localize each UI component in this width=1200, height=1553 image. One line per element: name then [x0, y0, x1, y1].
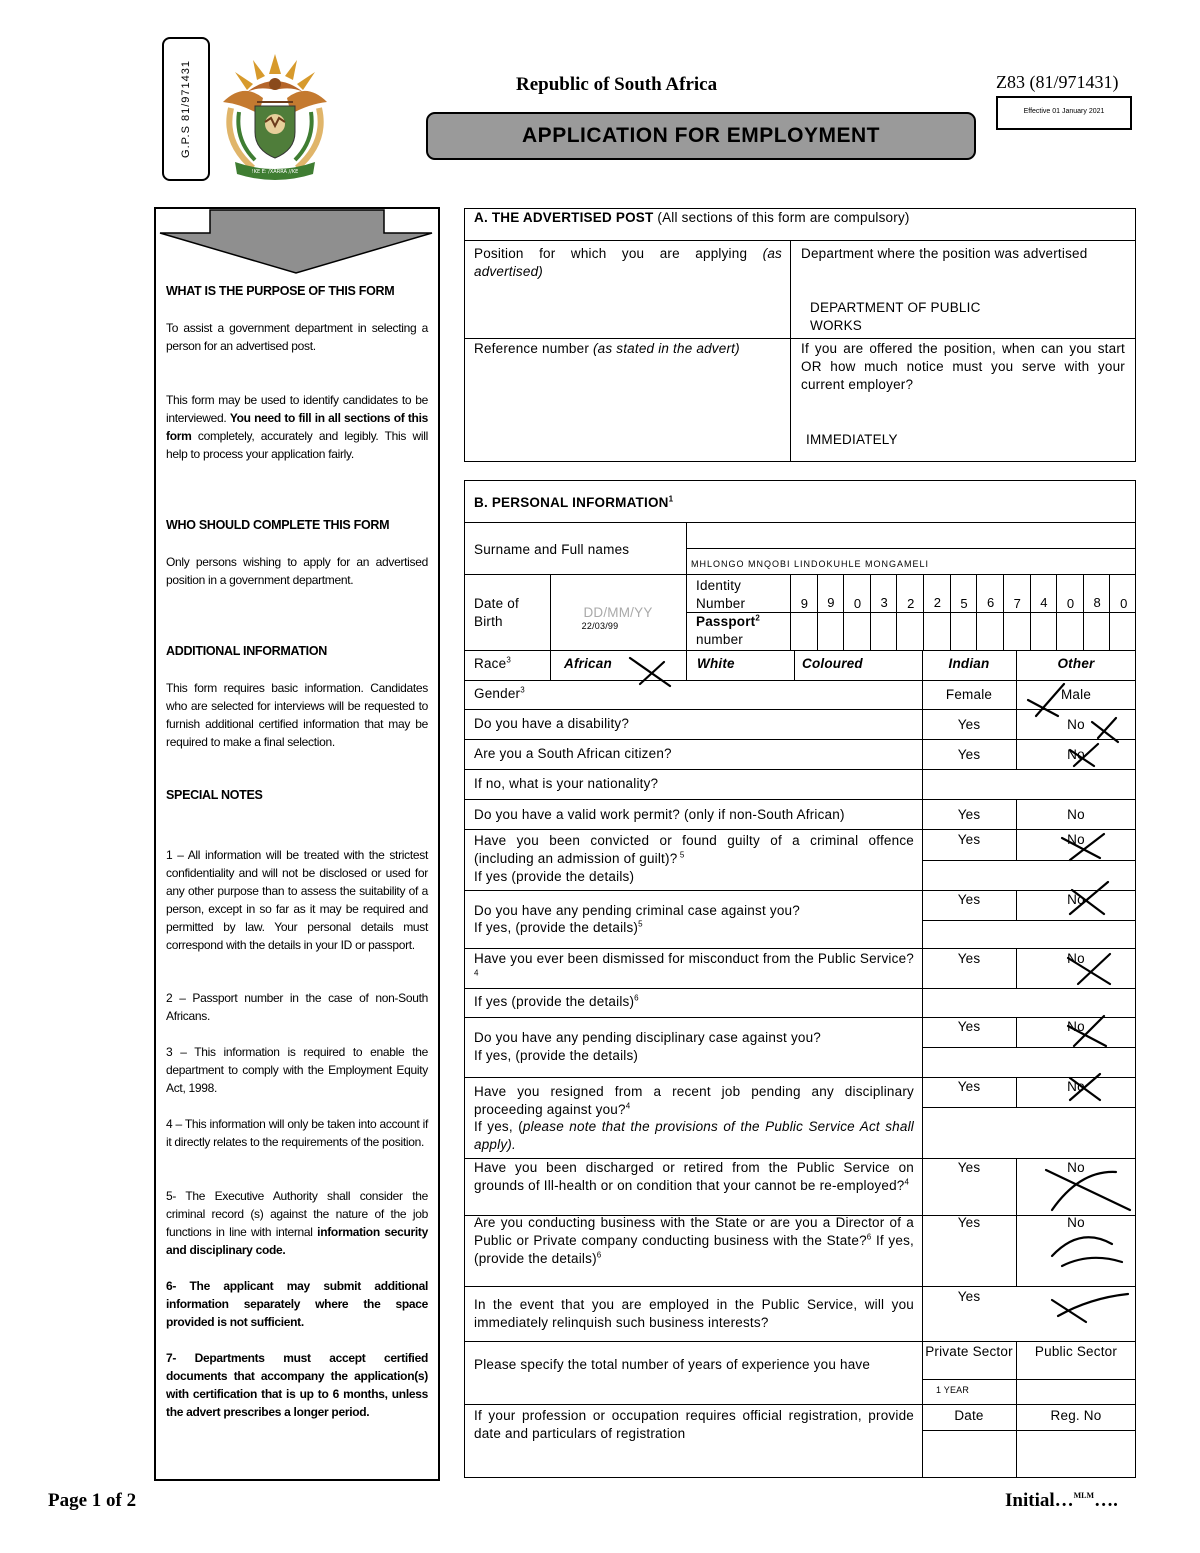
- question-business: Are you conducting business with the State or are you a Director of a Public or Private company conducting business with the State?$^6$ If yes, (provide the details)$^6$: [474, 1215, 914, 1266]
- convicted-details-label: If yes (provide the details): [474, 869, 635, 884]
- disciplinary-no[interactable]: No: [1067, 1019, 1085, 1034]
- dismissed-details-label: If yes (provide the details)$^6$: [474, 993, 639, 1009]
- initial-value: MLM: [1073, 1491, 1095, 1500]
- note-2: 2 – Passport number in the case of non-South Africans.: [166, 991, 428, 1023]
- dob-label: Date of Birth: [474, 596, 519, 629]
- surname-label: Surname and Full names: [474, 542, 630, 557]
- note-3: 3 – This information is required to enable the department to comply with the Employment Equity Act, 1998.: [166, 1045, 428, 1095]
- private-sector-label: Private Sector: [925, 1344, 1013, 1359]
- dismissed-no[interactable]: No: [1067, 951, 1085, 966]
- surname-value[interactable]: MHLONGO MNQOBI LINDOKUHLE MONGAMELI: [691, 559, 930, 569]
- question-relinquish: In the event that you are employed in the Public Service, will you immediately relinquish such business interests?: [474, 1297, 914, 1330]
- question-convicted: Have you been convicted or found guilty of a criminal offence (including an admission of guilt)? $^5$: [474, 833, 914, 866]
- question-discharged: Have you been discharged or retired from the Public Service on grounds of Ill-health or on condition that your cannot be re-employed?$^4$: [474, 1160, 914, 1193]
- id-digit[interactable]: 2: [907, 596, 915, 611]
- id-digit[interactable]: 8: [1093, 595, 1101, 610]
- relinquish-yes[interactable]: Yes: [957, 1289, 981, 1304]
- race-indian[interactable]: Indian: [948, 656, 990, 671]
- department-value[interactable]: DEPARTMENT OF PUBLIC WORKS: [810, 300, 981, 333]
- effective-date: Effective 01 January 2021: [1023, 108, 1105, 115]
- id-digit[interactable]: 0: [1120, 596, 1128, 611]
- question-resigned: Have you resigned from a recent job pending any disciplinary proceeding against you?$^4$: [474, 1084, 914, 1117]
- initial-field: Initial…$^{MLM}$….: [1005, 1490, 1118, 1511]
- note-4: 4 – This information will only be taken into account if it directly relates to the requirements of the position.: [166, 1117, 428, 1149]
- pending-criminal-details-label: If yes, (provide the details)$^5$: [474, 919, 643, 935]
- race-label: Race$^3$: [474, 655, 511, 671]
- resigned-details-label: If yes, (please note that the provisions of the Public Service Act shall apply).: [474, 1119, 914, 1152]
- registration-no-label: Reg. No: [1050, 1408, 1102, 1423]
- republic-heading: Republic of South Africa: [516, 74, 718, 95]
- disciplinary-yes[interactable]: Yes: [957, 1019, 981, 1034]
- id-digit[interactable]: 3: [880, 595, 888, 610]
- convicted-no[interactable]: No: [1067, 832, 1085, 847]
- citizen-yes[interactable]: Yes: [957, 747, 981, 762]
- resigned-yes[interactable]: Yes: [957, 1079, 981, 1094]
- business-no[interactable]: No: [1067, 1215, 1085, 1230]
- position-label: Position for which you are applying (as advertised): [474, 246, 782, 279]
- note-1: 1 – All information will be treated with the strictest confidentiality and will not be disclosed or used for any other purpose than to assess the suitability of a person, except in so far as it may be required and permitted by law. Your personal details must correspond with the details in your ID or passport.: [166, 848, 428, 952]
- purpose-text-2: This form may be used to identify candidates to be interviewed. You need to fill in all sections of this form completely, accurately and legibly. This will help to process your application fairly.: [166, 393, 428, 461]
- permit-yes[interactable]: Yes: [957, 807, 981, 822]
- discharged-yes[interactable]: Yes: [957, 1160, 981, 1175]
- permit-no[interactable]: No: [1067, 807, 1085, 822]
- pending-criminal-yes[interactable]: Yes: [957, 892, 981, 907]
- id-digit[interactable]: 9: [800, 596, 808, 611]
- id-digit[interactable]: 2: [933, 595, 941, 610]
- question-disability: Do you have a disability?: [474, 716, 630, 731]
- note-6: 6- The applicant may submit additional information separately where the space provided is not sufficient.: [166, 1279, 428, 1329]
- id-digit[interactable]: 4: [1040, 595, 1048, 610]
- question-permit: Do you have a valid work permit? (only if non-South African): [474, 807, 845, 822]
- gender-female[interactable]: Female: [945, 687, 993, 702]
- passport-label-2: number: [696, 632, 743, 647]
- question-experience: Please specify the total number of years of experience you have: [474, 1357, 871, 1372]
- discharged-no[interactable]: No: [1067, 1160, 1085, 1175]
- race-other[interactable]: Other: [1057, 656, 1095, 671]
- private-sector-years[interactable]: 1 YEAR: [936, 1385, 970, 1395]
- purpose-text: To assist a government department in selecting a person for an advertised post.: [166, 321, 428, 353]
- who-heading: WHO SHOULD COMPLETE THIS FORM: [166, 518, 390, 532]
- who-text: Only persons wishing to apply for an advertised position in a government department.: [166, 555, 428, 587]
- disciplinary-details-label: If yes, (provide the details): [474, 1048, 639, 1063]
- dob-value[interactable]: 22/03/99: [581, 621, 619, 631]
- id-digit[interactable]: 0: [853, 596, 862, 611]
- race-coloured[interactable]: Coloured: [802, 656, 863, 671]
- emblem-motto: !KE E: /XARRA //KE: [251, 169, 299, 175]
- question-citizen: Are you a South African citizen?: [474, 746, 672, 761]
- start-value[interactable]: IMMEDIATELY: [806, 432, 898, 447]
- resigned-no[interactable]: No: [1067, 1079, 1085, 1094]
- question-registration: If your profession or occupation requires official registration, provide date and particulars of registration: [474, 1408, 914, 1441]
- convicted-yes[interactable]: Yes: [957, 832, 981, 847]
- dismissed-yes[interactable]: Yes: [957, 951, 981, 966]
- question-dismissed: Have you ever been dismissed for misconduct from the Public Service?$^4$: [474, 951, 914, 978]
- purpose-heading: WHAT IS THE PURPOSE OF THIS FORM: [166, 284, 395, 298]
- gps-code: G.P.S 81/971431: [180, 60, 192, 158]
- id-digit[interactable]: 5: [960, 596, 968, 611]
- start-label: If you are offered the position, when can you start OR how much notice must you serve with your current employer?: [801, 341, 1125, 392]
- additional-text: This form requires basic information. Candidates who are selected for interviews will be requested to furnish additional certified information that may be required to make a final selection.: [166, 681, 428, 749]
- question-nationality: If no, what is your nationality?: [474, 776, 659, 791]
- pending-criminal-no[interactable]: No: [1067, 892, 1085, 907]
- gender-male[interactable]: Male: [1060, 687, 1092, 702]
- citizen-no[interactable]: No: [1067, 747, 1085, 762]
- id-digit[interactable]: 6: [986, 595, 995, 610]
- disability-no[interactable]: No: [1067, 717, 1085, 732]
- gender-label: Gender$^3$: [474, 685, 525, 701]
- public-sector-label: Public Sector: [1034, 1344, 1118, 1359]
- additional-heading: ADDITIONAL INFORMATION: [166, 644, 327, 658]
- id-digit[interactable]: 9: [827, 595, 835, 610]
- race-african[interactable]: African: [564, 656, 612, 671]
- question-pending-criminal: Do you have any pending criminal case against you?: [474, 903, 800, 918]
- id-label: Identity Number: [696, 578, 746, 611]
- reference-label: Reference number (as stated in the advert): [474, 341, 740, 356]
- business-yes[interactable]: Yes: [957, 1215, 981, 1230]
- notes-heading: SPECIAL NOTES: [166, 788, 263, 802]
- department-label: Department where the position was advertised: [801, 246, 1088, 261]
- note-7: 7- Departments must accept certified documents that accompany the application(s) with certification that is up to 6 months, unless the advert prescribes a longer period.: [166, 1351, 428, 1419]
- section-a-heading: A. THE ADVERTISED POST (All sections of this form are compulsory): [474, 210, 910, 225]
- page-number: Page 1 of 2: [48, 1490, 137, 1511]
- question-disciplinary: Do you have any pending disciplinary case against you?: [474, 1030, 822, 1045]
- dob-placeholder: DD/MM/YY: [583, 605, 653, 620]
- passport-label: Passport$^2$: [696, 613, 761, 629]
- note-5: 5- The Executive Authority shall consider the criminal record (s) against the nature of the job functions in line with internal information security and disciplinary code.: [166, 1189, 428, 1257]
- id-digit[interactable]: 7: [1013, 596, 1021, 611]
- form-title: APPLICATION FOR EMPLOYMENT: [426, 112, 976, 160]
- disability-yes[interactable]: Yes: [957, 717, 981, 732]
- registration-date-label: Date: [954, 1408, 984, 1423]
- form-code: Z83 (81/971431): [996, 72, 1119, 92]
- id-digit[interactable]: 0: [1066, 596, 1075, 611]
- race-white[interactable]: White: [697, 656, 735, 671]
- section-b-heading: B. PERSONAL INFORMATION$^1$: [474, 494, 674, 510]
